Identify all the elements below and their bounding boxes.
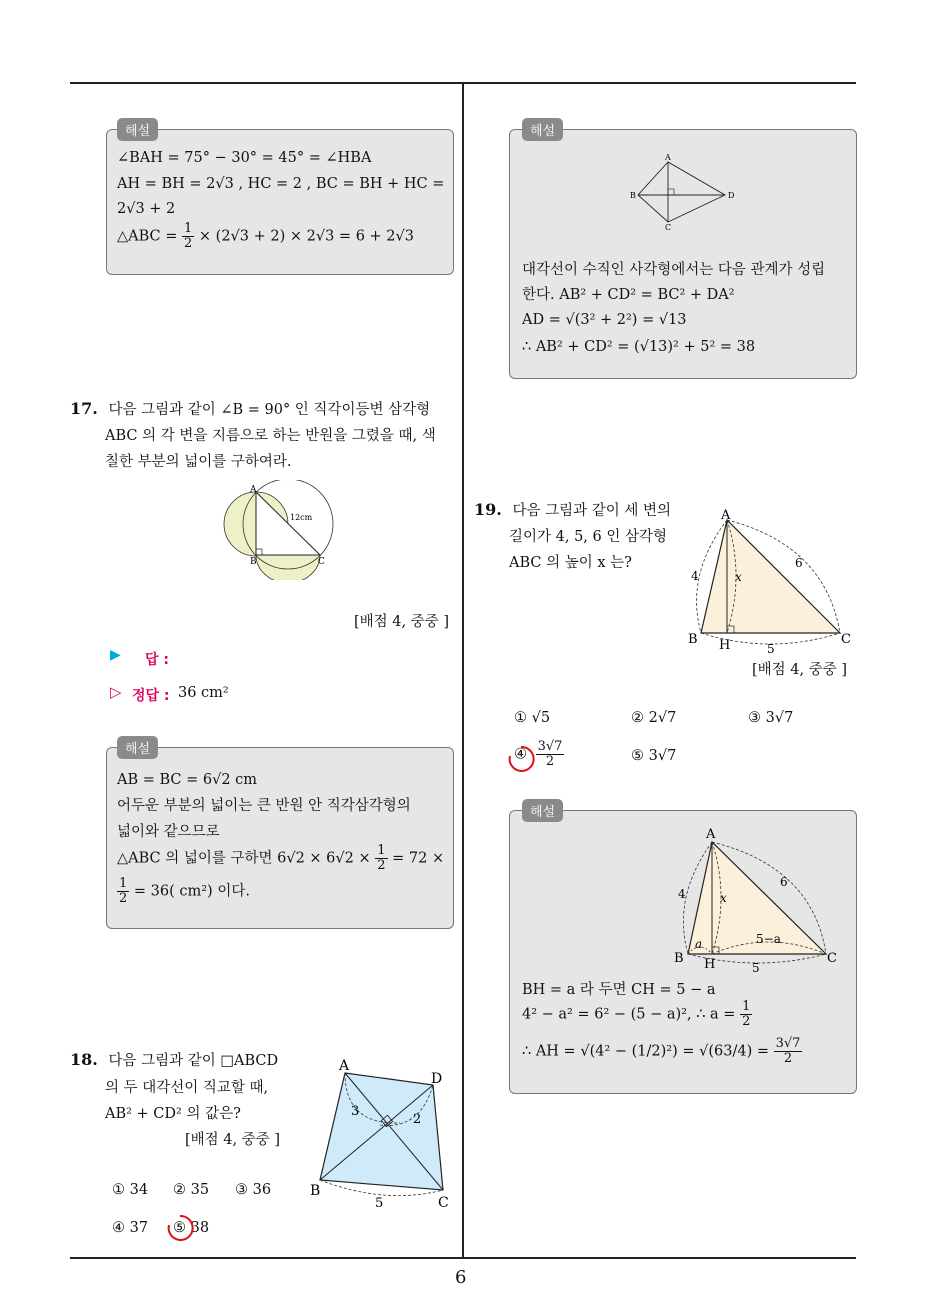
fraction: $\frac{1}{2}$ <box>119 876 128 906</box>
solution-18-figure <box>620 150 750 230</box>
choice-3[interactable]: ③ 36 <box>235 1182 272 1198</box>
fig-label: D <box>728 191 735 200</box>
fig-label: B <box>310 1183 321 1199</box>
solution-line: AB = BC = 6√2 cm <box>117 772 258 788</box>
fig-label: C <box>841 632 851 647</box>
fig-label: 12cm <box>290 513 313 522</box>
question-19-line: ABC 의 높이 x 는? <box>509 555 632 571</box>
fig-label: B <box>250 557 257 567</box>
fig-label: 3 <box>351 1104 360 1119</box>
question-text: 다음 그림과 같이 □ABCD <box>108 1053 279 1069</box>
page-number: 6 <box>455 1267 467 1288</box>
solution-line: AD = √(3² + 2²) = √13 <box>522 312 687 328</box>
fig-label: B <box>688 632 698 647</box>
fig-label: x <box>720 891 727 905</box>
choice-5[interactable]: ⑤ 38 <box>173 1220 210 1236</box>
choice-1[interactable]: ① √5 <box>514 710 551 726</box>
fig-label: 5 <box>767 642 775 655</box>
question-18-line: AB² + CD² 의 값은? <box>105 1106 241 1122</box>
solution-line: BH = a 라 두면 CH = 5 − a <box>522 982 716 998</box>
solution-line <box>117 877 250 906</box>
question-18-line <box>70 1050 278 1071</box>
choice-mark: ④ <box>514 746 527 763</box>
correct-label: 정답 : <box>132 688 170 704</box>
solution-line: ∠BAH = 75° − 30° = 45° = ∠HBA <box>117 150 372 166</box>
question-17-line: 칠한 부분의 넓이를 구하여라. <box>105 454 292 470</box>
fig-label: A <box>706 827 716 842</box>
fig-label: A <box>721 508 731 523</box>
fig-label: B <box>630 191 636 200</box>
solution-line <box>117 222 414 251</box>
solution-tag: 해설 <box>522 118 563 141</box>
choice-5[interactable]: ⑤ 3√7 <box>631 748 677 764</box>
question-18-line: 의 두 대각선이 직교할 때, <box>105 1080 269 1096</box>
choice-4[interactable]: ④ 37 <box>112 1220 149 1236</box>
fig-label: D <box>431 1071 443 1087</box>
solution-text: △ABC 의 넓이를 구하면 6√2 × 6√2 × <box>117 850 371 867</box>
solution-line <box>117 844 444 873</box>
fig-label: C <box>827 951 837 966</box>
arrow-icon: ▶ <box>110 647 121 663</box>
solution-line: 한다. AB² + CD² = BC² + DA² <box>522 287 735 303</box>
question-number: 17. <box>70 399 98 418</box>
solution-line: 넓이와 같으므로 <box>117 824 220 840</box>
fig-label: A <box>339 1058 350 1074</box>
question-text: 다음 그림과 같이 ∠B = 90° 인 직각이등변 삼각형 <box>108 402 431 418</box>
fig-label: 5 <box>752 961 760 972</box>
fig-label: 5 <box>375 1196 384 1210</box>
solution-line: ∴ AB² + CD² = (√13)² + 5² = 38 <box>522 339 756 355</box>
choice-2[interactable]: ② 35 <box>173 1182 210 1198</box>
fig-label: 6 <box>780 875 788 889</box>
solution-text: × (2√3 + 2) × 2√3 = 6 + 2√3 <box>198 228 414 245</box>
solution-tag: 해설 <box>522 799 563 822</box>
question-19-line <box>474 500 671 521</box>
fraction: $\frac{1}{2}$ <box>377 843 386 873</box>
solution-line <box>522 1000 752 1029</box>
fig-label: 6 <box>795 556 803 570</box>
fraction: $\frac{1}{2}$ <box>742 999 751 1029</box>
question-19-figure <box>685 505 855 655</box>
question-17-line: ABC 의 각 변을 지름으로 하는 반원을 그렸을 때, 색 <box>105 428 436 444</box>
fig-label: C <box>665 223 672 230</box>
solution-text: √(4² − (1/2)²) = √(63/4) = <box>580 1043 769 1060</box>
solution-line <box>522 1037 802 1066</box>
fig-label: H <box>719 638 731 653</box>
question-text: 다음 그림과 같이 세 변의 <box>512 503 671 519</box>
center-divider <box>462 84 464 1258</box>
fig-label: H <box>704 957 716 972</box>
question-19-line: 길이가 4, 5, 6 인 삼각형 <box>509 529 667 545</box>
choice-2[interactable]: ② 2√7 <box>631 710 677 726</box>
correct-value: 36 cm² <box>178 685 229 701</box>
fig-label: A <box>665 153 671 162</box>
solution-line: AH = BH = 2√3 , HC = 2 , BC = BH + HC = <box>117 176 445 192</box>
answer-label: 답 : <box>145 652 169 668</box>
question-17-line <box>70 399 430 420</box>
points-label: [배점 4, 중중 ] <box>185 1132 281 1148</box>
solution-tag: 해설 <box>117 736 158 759</box>
bottom-rule <box>70 1257 856 1259</box>
fig-label: A <box>250 485 257 495</box>
fig-label: a <box>695 937 703 951</box>
question-number: 19. <box>474 500 502 519</box>
choice-3[interactable]: ③ 3√7 <box>748 710 794 726</box>
choice-1[interactable]: ① 34 <box>112 1182 149 1198</box>
fig-label: 5−a <box>756 932 781 946</box>
points-label: [배점 4, 중중 ] <box>752 662 848 678</box>
question-17-figure <box>220 480 340 580</box>
solution-text: ∴ AH = <box>522 1043 576 1060</box>
fraction: $\frac{1}{2}$ <box>184 221 193 251</box>
question-number: 18. <box>70 1050 98 1069</box>
answer-circle-icon <box>165 1213 195 1243</box>
solution-text: △ABC = <box>117 228 178 245</box>
solution-line: 대각선이 수직인 사각형에서는 다음 관계가 성립 <box>522 262 826 278</box>
solution-text: = 36( cm²) 이다. <box>133 883 250 900</box>
points-label: [배점 4, 중중 ] <box>354 614 450 630</box>
fig-label: C <box>318 557 325 567</box>
solution-text: 4² − a² = 6² − (5 − a)², ∴ a = <box>522 1006 736 1023</box>
fig-label: 2 <box>413 1112 422 1127</box>
solution-line: 어두운 부분의 넓이는 큰 반원 안 직각삼각형의 <box>117 798 411 814</box>
fig-label: 4 <box>678 887 686 901</box>
answer-circle-icon <box>505 744 537 774</box>
solution-text: = 72 × <box>392 850 445 867</box>
solution-tag: 해설 <box>117 118 158 141</box>
solution-19-figure <box>668 822 848 972</box>
question-18-figure <box>305 1055 455 1210</box>
solution-line: 2√3 + 2 <box>117 201 176 217</box>
fraction: $\frac{3√7}{2}$ <box>537 739 563 769</box>
fig-label: B <box>674 951 684 966</box>
triangle-icon: ▷ <box>110 683 122 701</box>
fig-label: C <box>438 1195 449 1210</box>
fraction: $\frac{3√7}{2}$ <box>775 1036 801 1066</box>
fig-label: x <box>735 570 742 584</box>
fig-label: 4 <box>691 569 699 583</box>
